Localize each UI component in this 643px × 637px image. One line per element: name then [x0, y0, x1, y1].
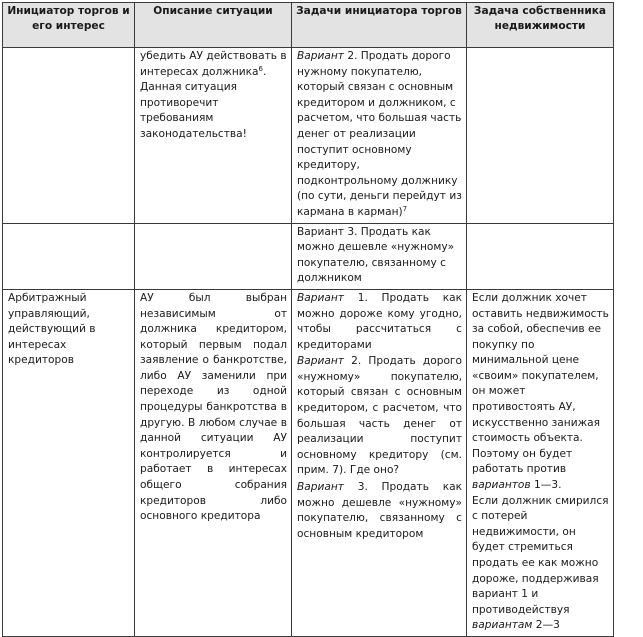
- header-initiator: Инициатор торгов и его интерес: [3, 3, 135, 48]
- owner-task-2-text: Если должник смирился с потерей недвижимости, он будет стремиться продать ее как можно дороже, поддерживая вариант 1 и противодействуя: [472, 494, 609, 616]
- owner-task-1: [472, 291, 609, 494]
- header-initiator-tasks: Задачи инициатора торгов: [292, 3, 467, 48]
- cell-initiator-empty: [3, 223, 135, 289]
- owner-task-1-em: вариантов: [472, 479, 531, 492]
- variant-label: Вариант: [297, 481, 344, 494]
- footnote-ref-7: 7: [402, 204, 408, 213]
- owner-task-1-text: Если должник хочет оставить недвижимость за собой, обеспечив ее покупку по минимальной цене «своим» покупателем, он может противостоять АУ, искусственно занижая стоимость объекта. Поэтому он будет работать против: [472, 291, 609, 476]
- variant-label: Вариант: [297, 291, 344, 304]
- variant-3-text: Вариант 3. Продать как можно дешевле «нужному» покупателю, связанному с должником: [297, 225, 455, 285]
- variant-2-text: 2. Продать дорого «нужному» покупателю, который связан с основным кредитором, с расчетом, что большая часть денег от реализации поступит основному кредитору (см. прим. 7). Где оно?: [297, 355, 462, 477]
- header-owner-task: Задача собственника недвижимости: [467, 3, 614, 48]
- cell-situation: [135, 289, 292, 636]
- cell-owner-empty: [467, 223, 614, 289]
- situation-text: АУ был выбран независимым от должника кредитором, который первым подал заявление о банкротстве, либо АУ заменили при переходе из одной процедуры банкротства в другую. В любом случае в данной ситуации АУ контролируется и работает в интересах общего собрания кредиторов либо основного кредитора: [140, 291, 287, 523]
- cell-initiator: [3, 289, 135, 636]
- situation-text-b: . Данная ситуация противоречит требованиям законодательства!: [140, 65, 267, 140]
- owner-task-2-end: 2—3: [532, 619, 560, 632]
- variant-label: Вариант: [297, 50, 344, 62]
- variant-2-block: [297, 354, 462, 479]
- table-row: [3, 289, 614, 636]
- cell-initiator-empty: [3, 48, 135, 224]
- table-header-row: [3, 3, 614, 48]
- initiator-text: Арбитражный управляющий, действующий в интересах кредиторов: [8, 291, 96, 367]
- cell-owner-empty: [467, 48, 614, 224]
- variant-2-text: 2. Продать дорого нужному покупателю, который связан с основным кредитором и должником, с расчетом, что большая часть денег от реализации поступит основному кредитору, подконтрольному должнику (по сути, деньги перейдут из кармана в карман): [297, 50, 462, 218]
- situation-text-a: убедить АУ действовать в интересах должника: [140, 50, 287, 78]
- cell-tasks: [292, 289, 467, 636]
- variant-1-block: [297, 291, 462, 353]
- variant-1-text: 1. Продать как можно дороже кому угодно, чтобы рассчитаться с кредиторами: [297, 291, 462, 351]
- cell-task-variant-2: [292, 48, 467, 224]
- owner-task-2: [472, 494, 609, 634]
- bankruptcy-auction-table: [2, 2, 614, 637]
- variant-label: Вариант: [297, 355, 344, 368]
- table-row: [3, 48, 614, 224]
- cell-situation: [135, 48, 292, 224]
- cell-task-variant-3: [292, 223, 467, 289]
- footnote-ref-6: 6: [258, 64, 263, 73]
- cell-situation-empty: [135, 223, 292, 289]
- cell-owner-task: [467, 289, 614, 636]
- variant-3-text: 3. Продать как можно дешевле «нужному» покупателю, связанному с основным кредитором: [297, 481, 462, 540]
- header-situation: Описание ситуации: [135, 3, 292, 48]
- variant-3-block: [297, 480, 462, 542]
- table-row: [3, 223, 614, 289]
- owner-task-2-em: вариантам: [472, 619, 533, 632]
- owner-task-1-end: 1—3.: [530, 479, 562, 492]
